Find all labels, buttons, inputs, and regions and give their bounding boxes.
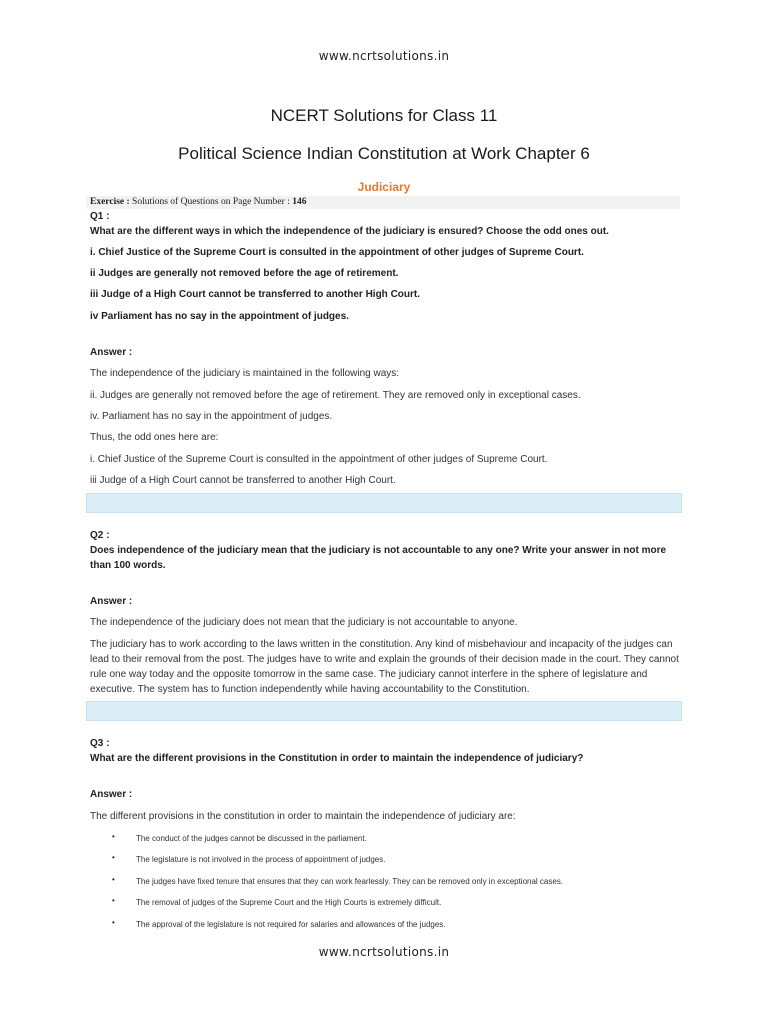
q3-question: What are the different provisions in the Constitution in order to maintain the independence of judiciary? (90, 753, 584, 764)
q1-option: ii Judges are generally not removed before the age of retirement. (90, 268, 399, 279)
q2-answer-paragraph: The judiciary has to work according to the laws written in the constitution. Any kind of misbehaviour and incapacity of the judges can lead to their removal from the post. The judges have to write and explain the grounds of their decision made in the court. They cannot rule one way today and the opposite tomorrow in the same case. The judiciary cannot interfere in the sphere of legislature and executive. The system has to function independently while having accountability to the Constitution. (90, 639, 679, 695)
q3-answer-label: Answer : (90, 789, 133, 800)
q2-label: Q2 : (90, 530, 110, 541)
q1-answer-line: iv. Parliament has no say in the appointment of judges. (90, 411, 333, 422)
q3-bullet-item: The legislature is not involved in the process of appointment of judges. (136, 855, 386, 864)
bullet-icon: • (112, 896, 115, 905)
site-footer: www.ncrtsolutions.in (318, 945, 450, 959)
q1-option: iv Parliament has no say in the appointment of judges. (90, 311, 349, 322)
q3-answer-intro: The different provisions in the constitution in order to maintain the independence of judiciary are: (90, 811, 516, 822)
q1-option: i. Chief Justice of the Supreme Court is consulted in the appointment of other judges of Supreme Court. (90, 247, 584, 258)
chapter-heading: Judiciary (357, 180, 411, 194)
exercise-label: Exercise : (90, 197, 130, 207)
q2-answer-line: The independence of the judiciary does not mean that the judiciary is not accountable to anyone. (90, 617, 518, 628)
bullet-icon: • (112, 832, 115, 841)
q2-answer-label: Answer : (90, 596, 133, 607)
q1-answer-line: Thus, the odd ones here are: (90, 432, 219, 443)
page-title: NCERT Solutions for Class 11 (270, 106, 498, 125)
q3-bullet-item: The judges have fixed tenure that ensures that they can work fearlessly. They can be removed only in exceptional cases. (136, 877, 564, 886)
exercise-bar (86, 196, 680, 209)
q1-answer-line: The independence of the judiciary is maintained in the following ways: (90, 368, 400, 379)
q1-option: iii Judge of a High Court cannot be transferred to another High Court. (90, 289, 421, 300)
separator-band (86, 701, 682, 721)
bullet-icon: • (112, 875, 115, 884)
bullet-icon: • (112, 853, 115, 862)
q2-question: Does independence of the judiciary mean that the judiciary is not accountable to any one? Write your answer in not more than 100 words. (90, 545, 667, 571)
q1-answer-line: iii Judge of a High Court cannot be transferred to another High Court. (90, 475, 396, 486)
q1-question: What are the different ways in which the independence of the judiciary is ensured? Choose the odd ones out. (90, 226, 609, 237)
q1-answer-line: ii. Judges are generally not removed before the age of retirement. They are removed only in exceptional cases. (90, 390, 581, 401)
q3-bullet-item: The removal of judges of the Supreme Court and the High Courts is extremely difficult. (136, 898, 442, 907)
q1-label: Q1 : (90, 211, 110, 222)
exercise-text: Solutions of Questions on Page Number : (132, 197, 290, 207)
q1-answer-label: Answer : (90, 347, 133, 358)
bullet-icon: • (112, 918, 115, 927)
q3-bullet-item: The approval of the legislature is not required for salaries and allowances of the judges. (136, 920, 446, 929)
q3-label: Q3 : (90, 738, 110, 749)
separator-band (86, 493, 682, 513)
q1-answer-line: i. Chief Justice of the Supreme Court is consulted in the appointment of other judges of Supreme Court. (90, 454, 548, 465)
page-subtitle: Political Science Indian Constitution at Work Chapter 6 (178, 144, 590, 163)
exercise-page: 146 (292, 197, 307, 207)
q3-bullet-item: The conduct of the judges cannot be discussed in the parliament. (136, 834, 367, 843)
site-header: www.ncrtsolutions.in (318, 49, 450, 63)
